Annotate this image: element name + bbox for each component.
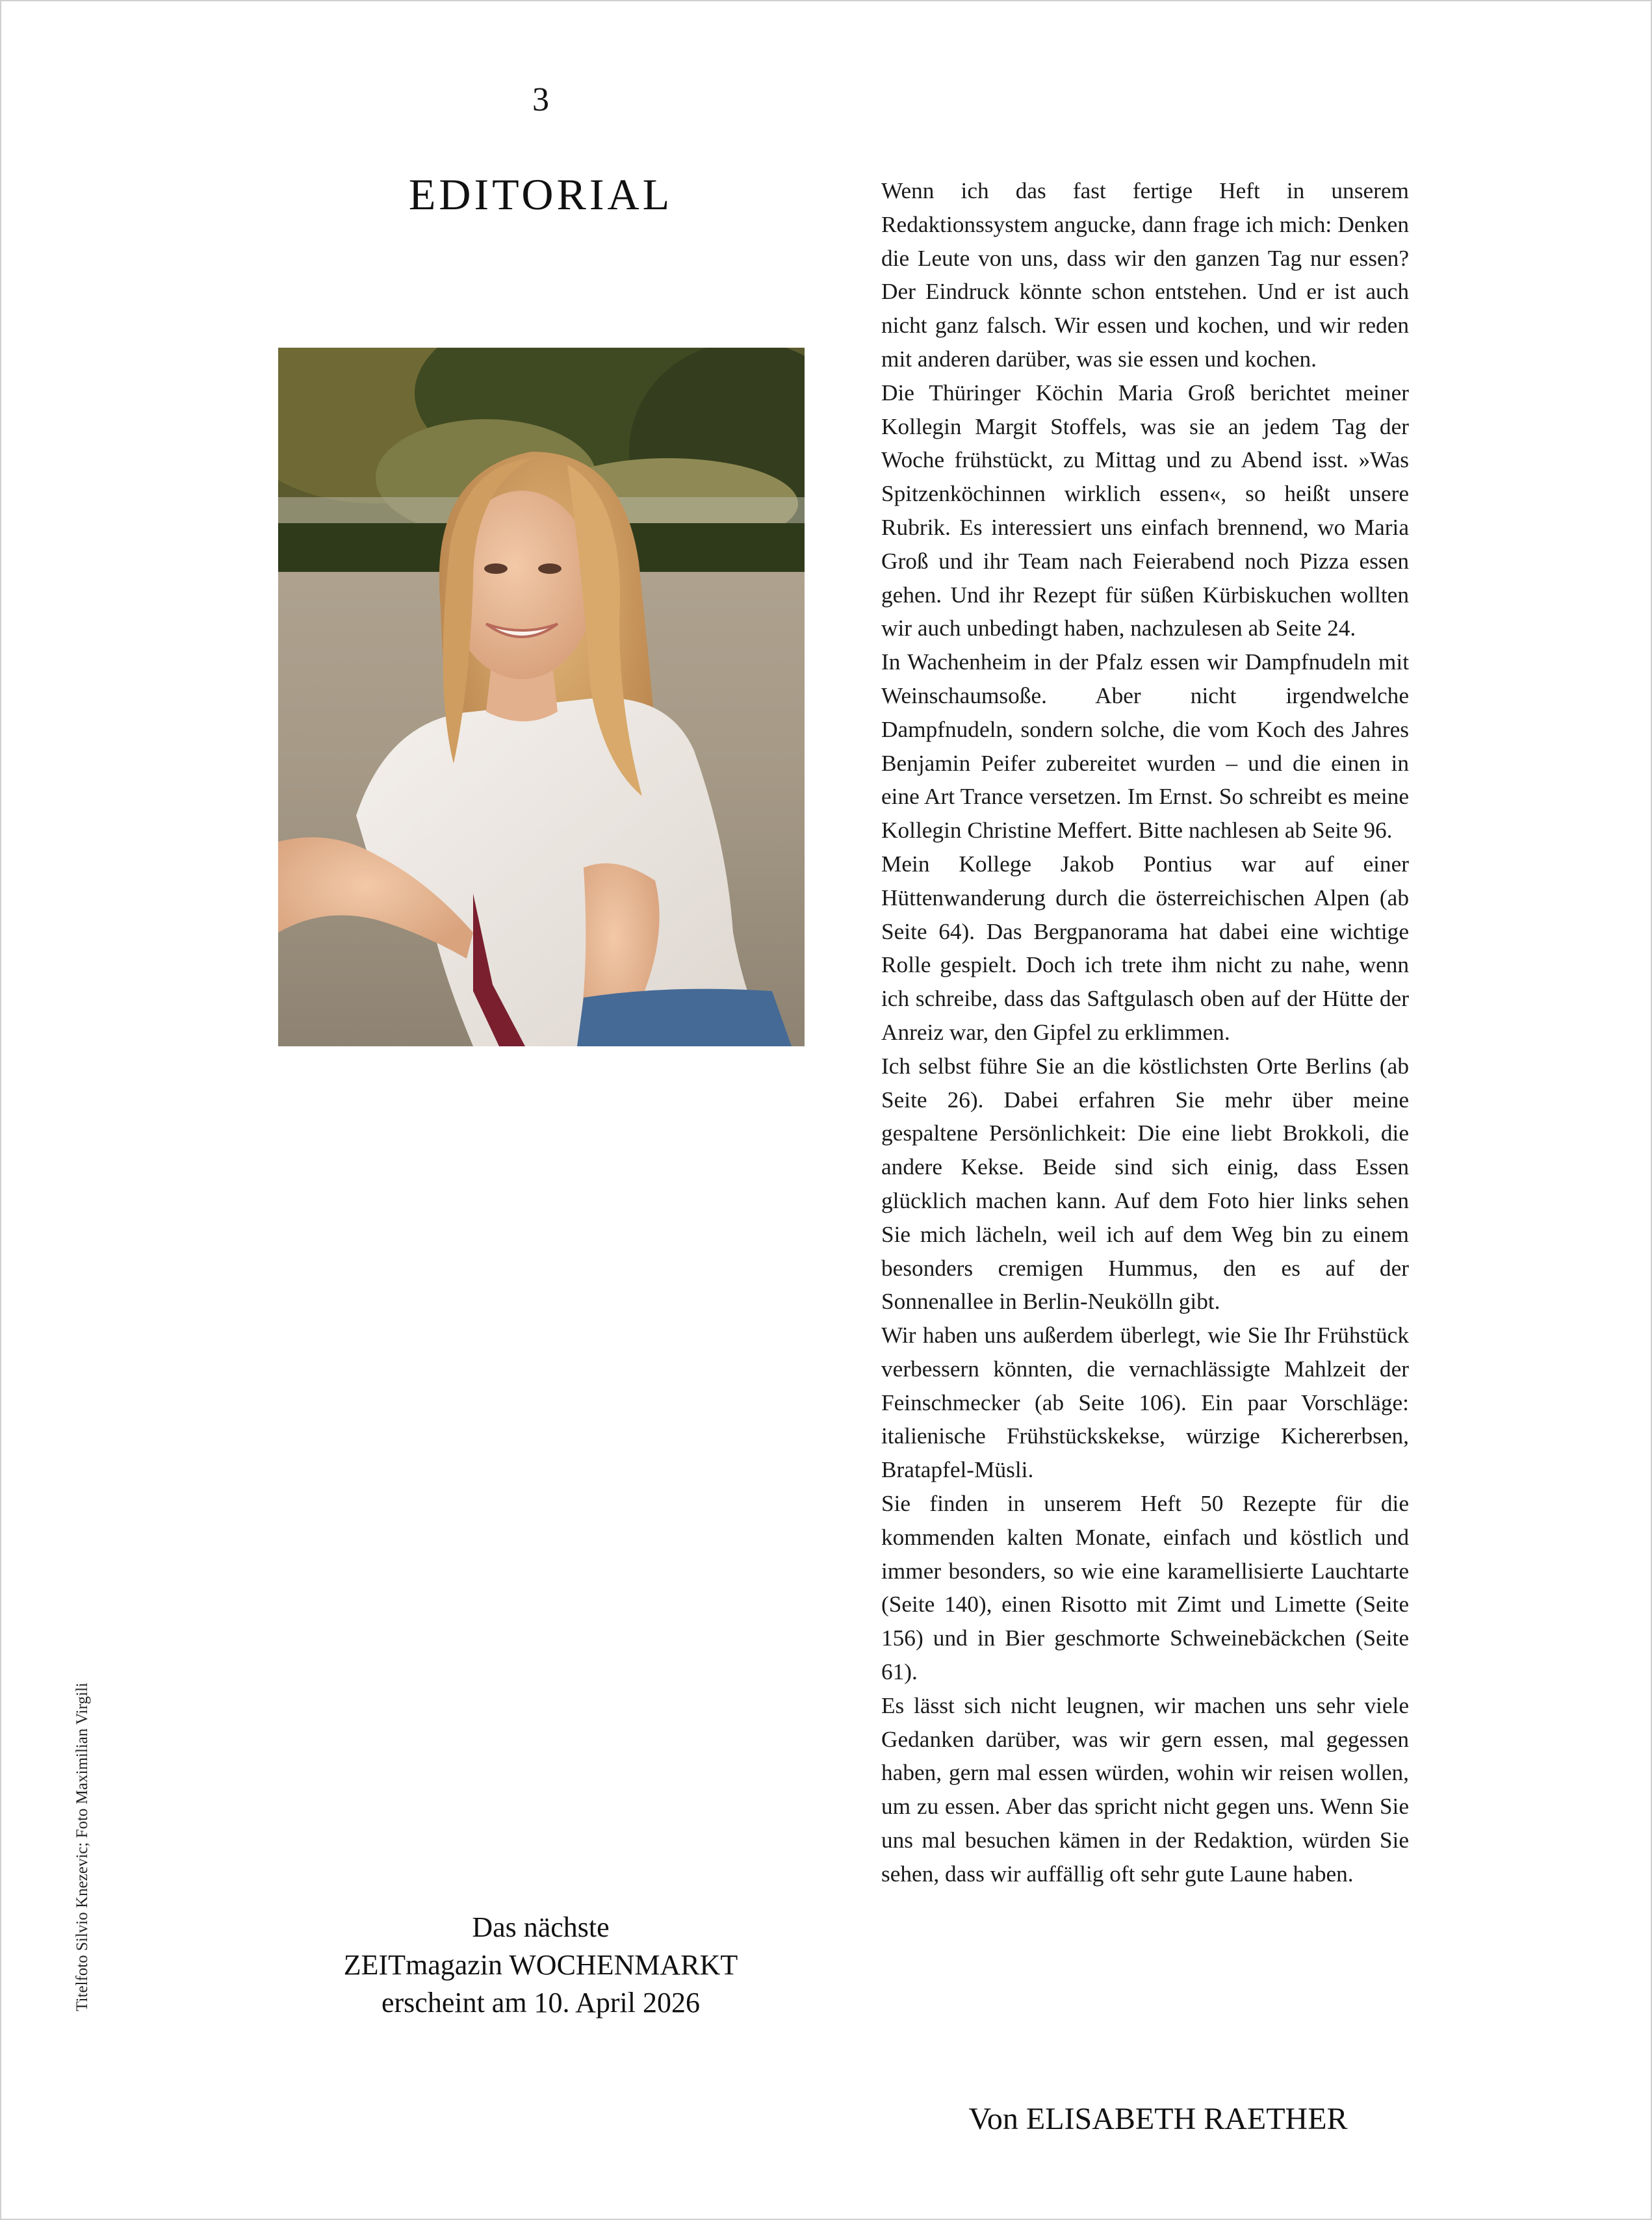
editorial-paragraph: Ich selbst führe Sie an die köstlichsten Orte Berlins (ab Seite 26). Dabei erfahren Sie mehr über meine gespaltene Persönlichkeit: Die eine liebt Brokkoli, die andere Kekse. Beide sind sich einig, dass Essen glücklich machen kann. Auf dem Foto hier links sehen Sie mich lächeln, weil ich auf dem Weg bin zu einem besonders cremigen Hummus, den es auf der Sonnenallee in Berlin-Neukölln gibt. <box>881 1053 1409 1315</box>
section-title: EDITORIAL <box>408 170 673 219</box>
editorial-paragraph: Es lässt sich nicht leugnen, wir machen uns sehr viele Gedanken darüber, was wir gern essen, mal gegessen haben, gern mal essen würden, wohin wir reisen wollen, um zu essen. Aber das spricht nicht gegen uns. Wenn Sie uns mal besuchen kämen in der Redaktion, würden Sie sehen, dass wir auffällig oft sehr gute Laune haben. <box>881 1692 1409 1887</box>
photo-credit-text: Titelfoto Silvio Knezevic; Foto Maximilian Virgili <box>73 1683 91 2011</box>
next-issue-notice <box>287 1909 794 2022</box>
editorial-body <box>881 174 1409 1891</box>
editorial-paragraph: Wenn ich das fast fertige Heft in unserem Redaktionssystem angucke, dann frage ich mich: Denken die Leute von uns, dass wir den ganzen Tag nur essen? Der Eindruck könnte schon entstehen. Und er ist auch nicht ganz falsch. Wir essen und kochen, und wir reden mit anderen darüber, was sie essen und kochen. <box>881 178 1409 372</box>
editorial-paragraph: Sie finden in unserem Heft 50 Rezepte für die kommenden kalten Monate, einfach und köstlich und immer besonders, so wie eine karamellisierte Lauchtarte (Seite 140), einen Risotto mit Zimt und Limette (Seite 156) und in Bier geschmorte Schweinebäckchen (Seite 61). <box>881 1491 1409 1685</box>
editorial-paragraph: In Wachenheim in der Pfalz essen wir Dampfnudeln mit Weinschaumsoße. Aber nicht irgendwelche Dampfnudeln, sondern solche, die vom Koch des Jahres Benjamin Peifer zubereitet wurden – und die einen in eine Art Trance versetzen. Im Ernst. So schreibt es meine Kollegin Christine Meffert. Bitte nachlesen ab Seite 96. <box>881 649 1409 844</box>
author-byline: Von ELISABETH RAETHER <box>968 2102 1348 2136</box>
page-number: 3 <box>532 81 549 118</box>
editorial-paragraph: Wir haben uns außerdem überlegt, wie Sie Ihr Frühstück verbessern könnten, die vernachlässigte Mahlzeit der Feinschmecker (ab Seite 106). Ein paar Vorschläge: italienische Frühstückskekse, würzige Kichererbsen, Bratapfel-Müsli. <box>881 1323 1409 1483</box>
editorial-paragraph: Mein Kollege Jakob Pontius war auf einer Hüttenwanderung durch die österreichischen Alpen (ab Seite 64). Das Bergpanorama hat dabei eine wichtige Rolle gespielt. Doch ich trete ihm nicht zu nahe, wenn ich schreibe, dass das Saftgulasch oben auf der Hütte der Anreiz war, den Gipfel zu erklimmen. <box>881 851 1409 1045</box>
editorial-paragraph: Die Thüringer Köchin Maria Groß berichtet meiner Kollegin Margit Stoffels, was sie an jedem Tag der Woche frühstückt, zu Mittag und zu Abend isst. »Was Spitzenköchinnen wirklich essen«, so heißt unsere Rubrik. Es interessiert uns einfach brennend, wo Maria Groß und ihr Team nach Feierabend noch Pizza essen gehen. Und ihr Rezept für süßen Kürbiskuchen wollten wir auch unbedingt haben, nachzulesen ab Seite 24. <box>881 380 1409 641</box>
next-issue-line: ZEITmagazin WOCHENMARKT <box>343 1949 738 1981</box>
next-issue-line: Das nächste <box>472 1911 610 1943</box>
author-photo <box>278 348 805 1046</box>
portrait-photo-icon <box>278 348 805 1046</box>
next-issue-line: erscheint am 10. April 2026 <box>381 1987 700 2019</box>
